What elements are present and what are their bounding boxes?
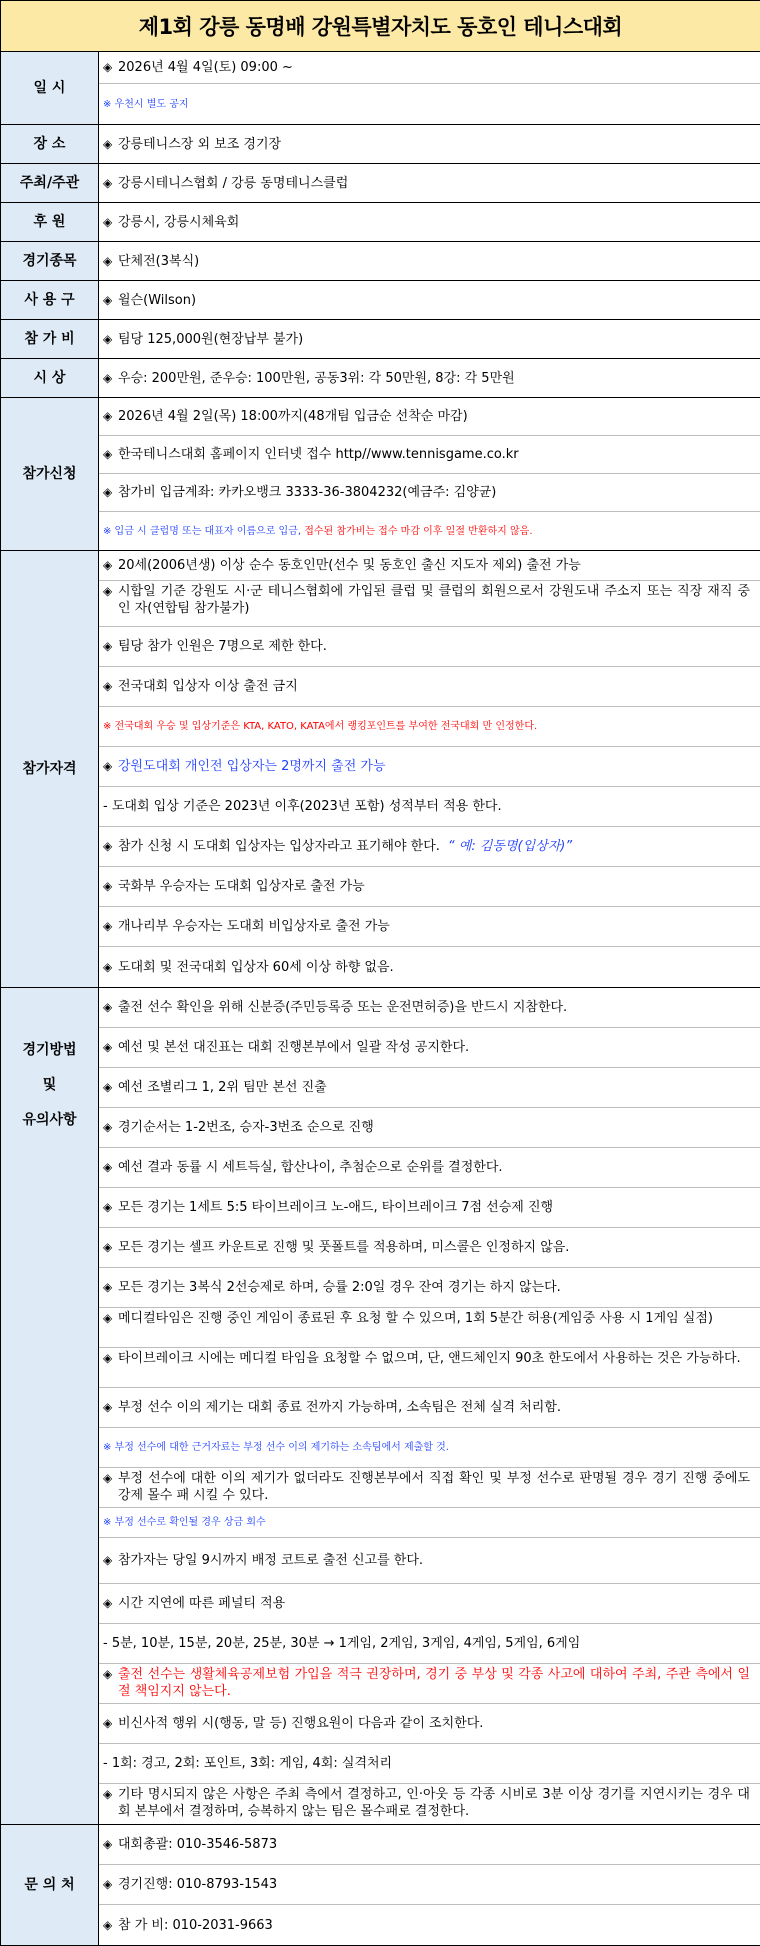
rules-cell — [99, 988, 760, 1825]
diamond-bullet-icon: ◈ — [103, 370, 118, 387]
sponsor-line — [99, 203, 760, 241]
rule-conduct-steps: - 1회: 경고, 2회: 포인트, 3회: 게임, 4회: 실격처리 — [103, 1755, 750, 1772]
list-item — [99, 474, 760, 512]
label-rules — [1, 988, 99, 1825]
list-item — [99, 1584, 760, 1624]
diamond-bullet-icon: ◈ — [103, 253, 118, 270]
list-item — [99, 1068, 760, 1108]
diamond-bullet-icon: ◈ — [103, 1199, 118, 1216]
list-item — [99, 1664, 760, 1704]
label-schedule: 일 시 — [1, 52, 99, 125]
ball-cell — [99, 281, 760, 320]
diamond-bullet-icon: ◈ — [103, 959, 118, 976]
diamond-bullet-icon: ◈ — [103, 1917, 118, 1934]
venue-line — [99, 125, 760, 163]
diamond-bullet-icon: ◈ — [103, 999, 118, 1016]
list-item — [99, 398, 760, 436]
venue-cell — [99, 125, 760, 164]
contact-fee: 참 가 비: 010-2031-9663 — [118, 1917, 750, 1934]
refund-note: 접수된 참가비는 접수 마감 이후 일절 반환하지 않음. — [301, 526, 532, 537]
prize-line — [99, 359, 760, 397]
label-host: 주최/주관 — [1, 164, 99, 203]
diamond-bullet-icon: ◈ — [103, 175, 118, 192]
rule-set-format: 모든 경기는 1세트 5:5 타이브레이크 노-애드, 타이브레이크 7점 선승제 진행 — [118, 1199, 750, 1216]
list-item — [99, 787, 760, 827]
diamond-bullet-icon: ◈ — [103, 408, 118, 425]
label-event: 경기종목 — [1, 242, 99, 281]
schedule-date: 2026년 4월 4일(토) 09:00 ~ — [118, 59, 750, 76]
diamond-bullet-icon: ◈ — [103, 1470, 118, 1487]
contact-cell — [99, 1825, 760, 1946]
list-item — [99, 827, 760, 867]
diamond-bullet-icon: ◈ — [103, 446, 118, 463]
rule-tiebreak-medical: 타이브레이크 시에는 메디컬 타임을 요청할 수 없으며, 단, 앤드체인지 90초 한도에서 사용하는 것은 가능하다. — [118, 1350, 750, 1367]
label-venue: 장 소 — [1, 125, 99, 164]
diamond-bullet-icon: ◈ — [103, 1399, 118, 1416]
list-item — [99, 627, 760, 667]
list-item — [99, 1348, 760, 1388]
diamond-bullet-icon: ◈ — [103, 1310, 118, 1327]
list-item — [99, 1538, 760, 1584]
diamond-bullet-icon: ◈ — [103, 583, 118, 600]
rule-tiebreak-ranking: 예선 결과 동률 시 세트득실, 합산나이, 추첨순으로 순위를 결정한다. — [118, 1159, 750, 1176]
diamond-bullet-icon: ◈ — [103, 1715, 118, 1732]
rule-advance: 예선 조별리그 1, 2위 팀만 본선 진출 — [118, 1079, 750, 1096]
list-item — [99, 1905, 760, 1945]
national-criteria-note-line — [99, 707, 760, 747]
fraud-evidence-note-line — [99, 1428, 760, 1468]
label-rules-line-2: 및 — [1, 1075, 98, 1096]
ball-text: 윌슨(Wilson) — [118, 292, 750, 309]
rule-self-count: 모든 경기는 셀프 카운트로 진행 및 풋폴트를 적용하며, 미스콜은 인정하지 않음. — [118, 1239, 750, 1256]
rule-id-check: 출전 선수 확인을 위해 신분증(주민등록증 또는 운전면허증)을 반드시 지참한다. — [118, 999, 750, 1016]
registration-deadline: 2026년 4월 2일(목) 18:00까지(48개팀 입금순 선착순 마감) — [118, 408, 750, 425]
rule-conduct: 비신사적 행위 시(행동, 말 등) 진행요원이 다음과 같이 조치한다. — [118, 1715, 750, 1732]
list-item — [99, 1028, 760, 1068]
eligibility-provincial-limit: 강원도대회 개인전 입상자는 2명까지 출전 가능 — [118, 758, 750, 775]
diamond-bullet-icon: ◈ — [103, 1039, 118, 1056]
eligibility-gaenari: 개나리부 우승자는 도대회 비입상자로 출전 가능 — [118, 918, 750, 935]
eligibility-60-plus: 도대회 및 전국대회 입상자 60세 이상 하향 없음. — [118, 959, 750, 976]
diamond-bullet-icon: ◈ — [103, 1876, 118, 1893]
diamond-bullet-icon: ◈ — [103, 484, 118, 501]
rule-delay-penalty: 시간 지연에 따른 페널티 적용 — [118, 1595, 750, 1612]
list-item — [99, 988, 760, 1028]
diamond-bullet-icon: ◈ — [103, 1159, 118, 1176]
list-item — [99, 1108, 760, 1148]
eligibility-mark-rule: 참가 신청 시 도대회 입상자는 입상자라고 표기해야 한다. — [118, 839, 440, 854]
prize-recovery-note-line — [99, 1508, 760, 1538]
diamond-bullet-icon: ◈ — [103, 918, 118, 935]
label-rules-line-1: 경기방법 — [1, 1040, 98, 1061]
diamond-bullet-icon: ◈ — [103, 758, 118, 775]
contact-operations: 경기진행: 010-8793-1543 — [118, 1876, 750, 1893]
label-registration: 참가신청 — [1, 398, 99, 551]
event-cell — [99, 242, 760, 281]
prize-cell — [99, 359, 760, 398]
sponsor-text: 강릉시, 강릉시체육회 — [118, 214, 750, 231]
diamond-bullet-icon: ◈ — [103, 1666, 118, 1683]
list-item — [99, 1825, 760, 1865]
registration-cell — [99, 398, 760, 551]
eligibility-team-size: 팀당 참가 인원은 7명으로 제한 한다. — [118, 638, 750, 655]
diamond-bullet-icon: ◈ — [103, 1279, 118, 1296]
diamond-bullet-icon: ◈ — [103, 292, 118, 309]
venue-text: 강릉테니스장 외 보조 경기장 — [118, 136, 750, 153]
rule-insurance: 출전 선수는 생활체육공제보험 가입을 적극 권장하며, 경기 중 부상 및 각종 사고에 대하여 주최, 주관 측에서 일절 책임지지 않는다. — [118, 1666, 750, 1700]
eligibility-region: 시합일 기준 강원도 시·군 테니스협회에 가입된 클럽 및 클럽의 회원으로서 강원도내 주소지 또는 직장 재직 중 인 자(연합팀 참가불가) — [118, 583, 750, 617]
list-item — [99, 581, 760, 627]
rule-other: 기타 명시되지 않은 사항은 주최 측에서 결정하고, 인·아웃 등 각종 시비로 3분 이상 경기를 지연시키는 경우 대회 본부에서 결정하며, 승복하지 않는 팀은 몰수패로 결정한다. — [118, 1786, 750, 1820]
list-item — [99, 947, 760, 987]
diamond-bullet-icon: ◈ — [103, 678, 118, 695]
diamond-bullet-icon: ◈ — [103, 1119, 118, 1136]
registration-website: 한국테니스대회 홈페이지 인터넷 접수 http//www.tennisgame.co.kr — [118, 446, 750, 463]
host-cell — [99, 164, 760, 203]
sponsor-cell — [99, 203, 760, 242]
schedule-line — [99, 52, 760, 84]
diamond-bullet-icon: ◈ — [103, 1552, 118, 1569]
list-item — [99, 867, 760, 907]
list-item — [99, 1624, 760, 1664]
list-item — [99, 551, 760, 581]
list-item — [99, 1308, 760, 1348]
rule-bracket: 예선 및 본선 대진표는 대회 진행본부에서 일괄 작성 공지한다. — [118, 1039, 750, 1056]
list-item — [99, 1744, 760, 1784]
ball-line — [99, 281, 760, 319]
list-item — [99, 667, 760, 707]
national-criteria-note: ※ 전국대회 우승 및 입상기준은 KTA, KATO, KATA에서 랭킹포인트를 부여한 전국대회 만 인정한다. — [103, 718, 750, 735]
list-item — [99, 1865, 760, 1905]
list-item — [99, 1388, 760, 1428]
label-rules-line-3: 유의사항 — [1, 1110, 98, 1131]
sheet-title: 제1회 강릉 동명배 강원특별자치도 동호인 테니스대회 — [1, 1, 760, 52]
diamond-bullet-icon: ◈ — [103, 214, 118, 231]
list-item — [99, 1784, 760, 1824]
label-eligibility: 참가자격 — [1, 551, 99, 988]
list-item — [99, 1188, 760, 1228]
diamond-bullet-icon: ◈ — [103, 136, 118, 153]
schedule-note-line — [99, 84, 760, 124]
diamond-bullet-icon: ◈ — [103, 1786, 118, 1803]
event-line — [99, 242, 760, 280]
diamond-bullet-icon: ◈ — [103, 1350, 118, 1367]
eligibility-provincial-criteria: - 도대회 입상 기준은 2023년 이후(2023년 포함) 성적부터 적용 한다. — [103, 798, 750, 815]
rule-fraud-protest: 부정 선수 이의 제기는 대회 종료 전까지 가능하며, 소속팀은 전체 실격 처리함. — [118, 1399, 750, 1416]
list-item — [99, 1268, 760, 1308]
list-item — [99, 907, 760, 947]
eligibility-cell — [99, 551, 760, 988]
list-item — [99, 436, 760, 474]
rain-note: ※ 우천시 별도 공지 — [103, 96, 750, 113]
list-item — [99, 1148, 760, 1188]
diamond-bullet-icon: ◈ — [103, 1079, 118, 1096]
list-item — [99, 1468, 760, 1508]
list-item — [99, 1704, 760, 1744]
fee-text: 팀당 125,000원(현장납부 불가) — [118, 331, 750, 348]
host-line — [99, 164, 760, 202]
diamond-bullet-icon: ◈ — [103, 557, 118, 574]
diamond-bullet-icon: ◈ — [103, 1239, 118, 1256]
diamond-bullet-icon: ◈ — [103, 638, 118, 655]
diamond-bullet-icon: ◈ — [103, 331, 118, 348]
diamond-bullet-icon: ◈ — [103, 59, 118, 76]
schedule-cell — [99, 52, 760, 125]
label-ball: 사 용 구 — [1, 281, 99, 320]
registration-note-line — [99, 512, 760, 550]
label-fee: 참 가 비 — [1, 320, 99, 359]
rule-fraud-forfeit: 부정 선수에 대한 이의 제기가 없더라도 진행본부에서 직접 확인 및 부정 선수로 판명될 경우 경기 진행 중에도 강제 몰수 패 시킬 수 있다. — [118, 1470, 750, 1504]
rule-medical-time: 메디컬타임은 진행 중인 게임이 종료된 후 요청 할 수 있으며, 1회 5분간 허용(게임중 사용 시 1게임 실점) — [118, 1310, 750, 1327]
eligibility-national-ban: 전국대회 입상자 이상 출전 금지 — [118, 678, 750, 695]
label-contact: 문 의 처 — [1, 1825, 99, 1946]
diamond-bullet-icon: ◈ — [103, 1836, 118, 1853]
prize-text: 우승: 200만원, 준우승: 100만원, 공동3위: 각 50만원, 8강: 각 5만원 — [118, 370, 750, 387]
label-prize: 시 상 — [1, 359, 99, 398]
label-sponsor: 후 원 — [1, 203, 99, 242]
diamond-bullet-icon: ◈ — [103, 1595, 118, 1612]
rule-check-in: 참가자는 당일 9시까지 배정 코트로 출전 신고를 한다. — [118, 1552, 750, 1569]
diamond-bullet-icon: ◈ — [103, 878, 118, 895]
fee-cell — [99, 320, 760, 359]
eligibility-age: 20세(2006년생) 이상 순수 동호인만(선수 및 동호인 출신 지도자 제외) 출전 가능 — [118, 557, 750, 574]
rule-three-doubles: 모든 경기는 3복식 2선승제로 하며, 승률 2:0일 경우 잔여 경기는 하지 않는다. — [118, 1279, 750, 1296]
fraud-evidence-note: ※ 부정 선수에 대한 근거자료는 부정 선수 이의 제기하는 소속팀에서 제출할 것. — [103, 1439, 750, 1456]
deposit-note: ※ 입금 시 클럽명 또는 대표자 이름으로 입금, — [103, 526, 301, 537]
fee-line — [99, 320, 760, 358]
prize-recovery-note: ※ 부정 선수로 확인될 경우 상금 회수 — [103, 1514, 750, 1531]
rule-penalty-scale: - 5분, 10분, 15분, 20분, 25분, 30분 → 1게임, 2게임, 3게임, 4게임, 5게임, 6게임 — [103, 1635, 750, 1652]
contact-general: 대회총괄: 010-3546-5873 — [118, 1836, 750, 1853]
list-item — [99, 1228, 760, 1268]
host-text: 강릉시테니스협회 / 강릉 동명테니스클럽 — [118, 175, 750, 192]
event-text: 단체전(3복식) — [118, 253, 750, 270]
diamond-bullet-icon: ◈ — [103, 838, 118, 855]
registration-account: 참가비 입금계좌: 카카오뱅크 3333-36-3804232(예금주: 김양균) — [118, 484, 750, 501]
rule-order: 경기순서는 1-2번조, 승자-3번조 순으로 진행 — [118, 1119, 750, 1136]
eligibility-gukhwa: 국화부 우승자는 도대회 입상자로 출전 가능 — [118, 878, 750, 895]
list-item — [99, 747, 760, 787]
eligibility-mark-example: “ 예: 김동명(입상자)” — [448, 839, 572, 854]
